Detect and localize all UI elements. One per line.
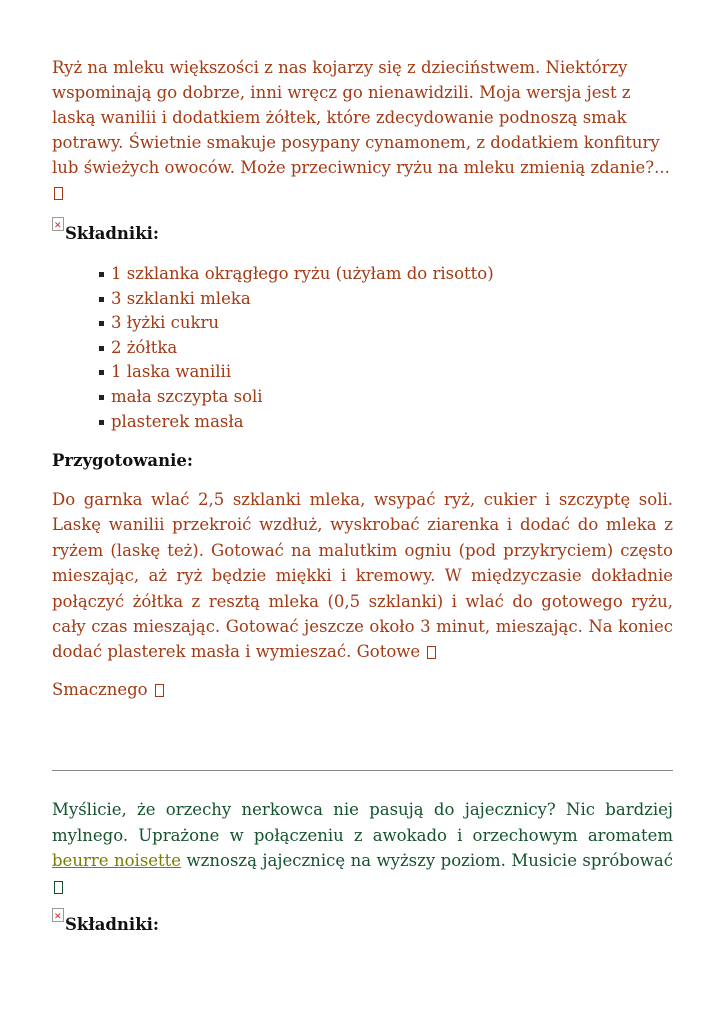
broken-image-icon: [52, 908, 64, 922]
missing-glyph-icon: [427, 646, 436, 659]
list-item: mała szczypta soli: [98, 385, 494, 410]
list-item: 1 szklanka okrągłego ryżu (użyłam do risotto): [98, 262, 494, 287]
eggs-intro-paragraph: [52, 797, 673, 899]
eggs-intro-text-after: wznoszą jajecznicę na wyższy poziom. Musicie spróbować: [181, 851, 673, 870]
rice-intro-paragraph: [52, 55, 673, 205]
broken-image-icon: [52, 217, 64, 231]
list-item: 3 łyżki cukru: [98, 311, 494, 336]
eggs-intro-text-before: Myślicie, że orzechy nerkowca nie pasują do jajecznicy? Nic bardziej mylnego. Uprażone w połączeniu z awokado i orzechowym aromatem: [52, 800, 673, 845]
rice-closing-paragraph: [52, 677, 164, 702]
post-divider: [52, 770, 673, 771]
missing-glyph-icon: [54, 881, 63, 894]
eggs-ingredients-heading: [52, 914, 159, 936]
list-item: 3 szklanki mleka: [98, 287, 494, 312]
rice-preparation-heading: Przygotowanie:: [52, 451, 193, 470]
rice-ingredients-heading: [52, 223, 159, 245]
eggs-ingredients-heading-text: Składniki:: [65, 915, 159, 934]
rice-preparation-paragraph: [52, 487, 673, 665]
list-item: plasterek masła: [98, 410, 494, 435]
rice-preparation-text: Do garnka wlać 2,5 szklanki mleka, wsypać ryż, cukier i szczyptę soli. Laskę wanilii przekroić wzdłuż, wyskrobać ziarenka i dodać do mleka z ryżem (laskę też). Gotować na malutkim ogniu (pod przykryciem) często mieszając, aż ryż będzie miękki i kremowy. W międzyczasie dokładnie połączyć żółtka z resztą mleka (0,5 szklanki) i wlać do gotowego ryżu, cały czas mieszając. Gotować jeszcze około 3 minut, mieszając. Na koniec dodać plasterek masła i wymieszać. Gotowe: [52, 490, 673, 662]
beurre-noisette-link[interactable]: beurre noisette: [52, 851, 182, 870]
rice-closing-text: Smacznego: [52, 680, 148, 699]
list-item: 1 laska wanilii: [98, 360, 494, 385]
rice-ingredients-list: [98, 262, 494, 434]
list-item: 2 żółtka: [98, 336, 494, 361]
missing-glyph-icon: [54, 187, 63, 200]
rice-ingredients-heading-text: Składniki:: [65, 224, 159, 243]
missing-glyph-icon: [155, 684, 164, 697]
rice-intro-text: Ryż na mleku większości z nas kojarzy się z dzieciństwem. Niektórzy wspominają go dobrze, inni wręcz go nienawidzili. Moja wersja jest z laską wanilii i dodatkiem żółtek, które zdecydowanie podnoszą smak potrawy. Świetnie smakuje posypany cynamonem, z dodatkiem konfitury lub świeżych owoców. Może przeciwnicy ryżu na mleku zmienią zdanie?...: [52, 58, 670, 177]
